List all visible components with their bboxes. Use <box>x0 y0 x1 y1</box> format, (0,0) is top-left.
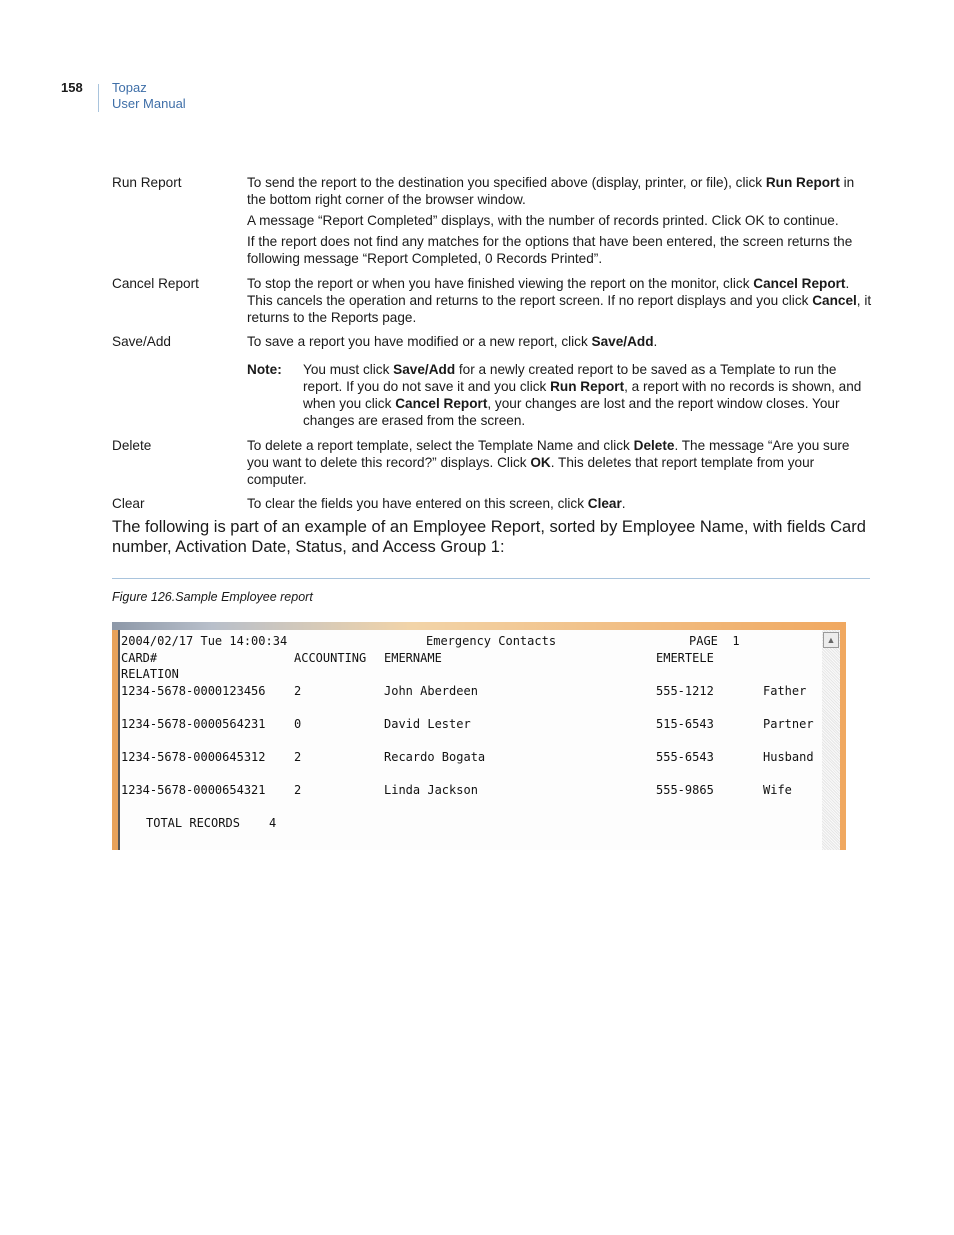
figure-divider <box>112 578 870 579</box>
note-text <box>303 361 871 429</box>
row-tele: 515-6543 <box>656 717 714 731</box>
run-report-text: in the bottom right corner of the browser window. <box>247 175 855 207</box>
report-title: Emergency Contacts <box>426 634 557 648</box>
term-delete: Delete <box>112 438 152 453</box>
cancel-report-paragraph <box>247 275 872 326</box>
cancel-report-text: To stop the report or when you have finished viewing the report on the monitor, click <box>247 276 754 291</box>
row-name: Linda Jackson <box>384 783 478 797</box>
delete-text: . The message “Are you sure you want to delete this record?” displays. Click <box>247 438 850 470</box>
desc-clear <box>247 495 872 516</box>
row-accounting: 2 <box>294 783 302 797</box>
term-cancel-report: Cancel Report <box>112 276 199 291</box>
note-bold: Run Report <box>550 379 625 394</box>
delete-paragraph <box>247 437 872 488</box>
save-add-text: . <box>653 334 658 349</box>
figure-caption: Figure 126.Sample Employee report <box>112 590 313 604</box>
cancel-report-text: , it returns to the Reports page. <box>247 293 872 325</box>
note-bold: Cancel Report <box>395 396 488 411</box>
desc-delete <box>247 437 872 492</box>
run-report-paragraph-2: A message “Report Completed” displays, with the number of records printed. Click OK to continue. <box>247 213 839 228</box>
intro-paragraph: The following is part of an example of an Employee Report, sorted by Employee Name, with fields Card number, Activation Date, Status, and Access Group 1: <box>112 518 866 556</box>
run-report-paragraph-3: If the report does not find any matches for the options that have been entered, the screen returns the following message “Report Completed, 0 Records Printed”. <box>247 234 853 266</box>
row-tele: 555-6543 <box>656 750 714 764</box>
column-card: CARD# <box>121 651 158 665</box>
row-relation: Father <box>763 684 807 698</box>
note-run: You must click <box>303 362 394 377</box>
row-relation: Wife <box>763 783 792 797</box>
delete-text: To delete a report template, select the Template Name and click <box>247 438 634 453</box>
cancel-report-bold: Cancel Report <box>753 276 846 291</box>
term-save-add: Save/Add <box>112 334 171 349</box>
total-records-label: TOTAL RECORDS <box>146 816 240 830</box>
row-name: David Lester <box>384 717 471 731</box>
clear-text: . <box>621 496 626 511</box>
ok-bold: OK <box>530 455 551 470</box>
run-report-paragraph-1 <box>247 174 872 208</box>
report-page: PAGE 1 <box>689 634 740 648</box>
page-number: 158 <box>61 80 83 95</box>
clear-text: To clear the fields you have entered on this screen, click <box>247 496 588 511</box>
column-relation: RELATION <box>121 667 179 681</box>
note-bold: Save/Add <box>393 362 456 377</box>
row-accounting: 2 <box>294 750 302 764</box>
row-card: 1234-5678-0000123456 <box>121 684 266 698</box>
row-card: 1234-5678-0000654321 <box>121 783 266 797</box>
report-output <box>118 630 824 850</box>
row-relation: Partner <box>763 717 814 731</box>
note-run: , your changes are lost and the report window closes. Your changes are erased from the screen. <box>303 396 840 428</box>
column-emername: EMERNAME <box>384 651 442 665</box>
delete-text: . This deletes that report template from your computer. <box>247 455 815 487</box>
note-run: , a report with no records is shown, and when you click <box>303 379 862 411</box>
row-card: 1234-5678-0000645312 <box>121 750 266 764</box>
row-name: John Aberdeen <box>384 684 478 698</box>
save-add-bold: Save/Add <box>591 334 654 349</box>
employee-report-screenshot <box>112 622 846 850</box>
total-records-value: 4 <box>269 816 277 830</box>
header-divider <box>98 84 99 112</box>
clear-bold: Clear <box>587 496 622 511</box>
note-label: Note: <box>247 362 282 377</box>
row-tele: 555-1212 <box>656 684 714 698</box>
term-clear: Clear <box>112 496 145 511</box>
window-frame-right <box>840 630 846 850</box>
report-datetime: 2004/02/17 Tue 14:00:34 <box>121 634 288 648</box>
desc-save-add <box>247 333 872 354</box>
window-title-bar <box>112 622 846 630</box>
cancel-bold: Cancel <box>812 293 857 308</box>
header-manual: User Manual <box>112 96 186 111</box>
cancel-report-text: . This cancels the operation and returns to the report screen. If no report displays and you click <box>247 276 850 308</box>
row-tele: 555-9865 <box>656 783 714 797</box>
clear-paragraph <box>247 495 872 512</box>
row-name: Recardo Bogata <box>384 750 486 764</box>
delete-bold: Delete <box>633 438 675 453</box>
header-product: Topaz <box>112 80 147 95</box>
run-report-text: To send the report to the destination you specified above (display, printer, or file), click <box>247 175 766 190</box>
row-card: 1234-5678-0000564231 <box>121 717 266 731</box>
running-header <box>112 80 186 112</box>
scroll-up-arrow-icon[interactable]: ▲ <box>823 632 839 648</box>
note-run: for a newly created report to be saved as a Template to run the report. If you do not save it and you click <box>303 362 837 394</box>
row-accounting: 2 <box>294 684 302 698</box>
save-add-paragraph <box>247 333 872 350</box>
column-accounting: ACCOUNTING <box>294 651 367 665</box>
save-add-text: To save a report you have modified or a new report, click <box>247 334 592 349</box>
run-report-bold: Run Report <box>765 175 840 190</box>
row-accounting: 0 <box>294 717 302 731</box>
desc-cancel-report <box>247 275 872 330</box>
row-relation: Husband <box>763 750 814 764</box>
desc-run-report <box>247 174 872 271</box>
term-run-report: Run Report <box>112 175 182 190</box>
vertical-scrollbar[interactable] <box>822 630 840 850</box>
column-emertele: EMERTELE <box>656 651 714 665</box>
